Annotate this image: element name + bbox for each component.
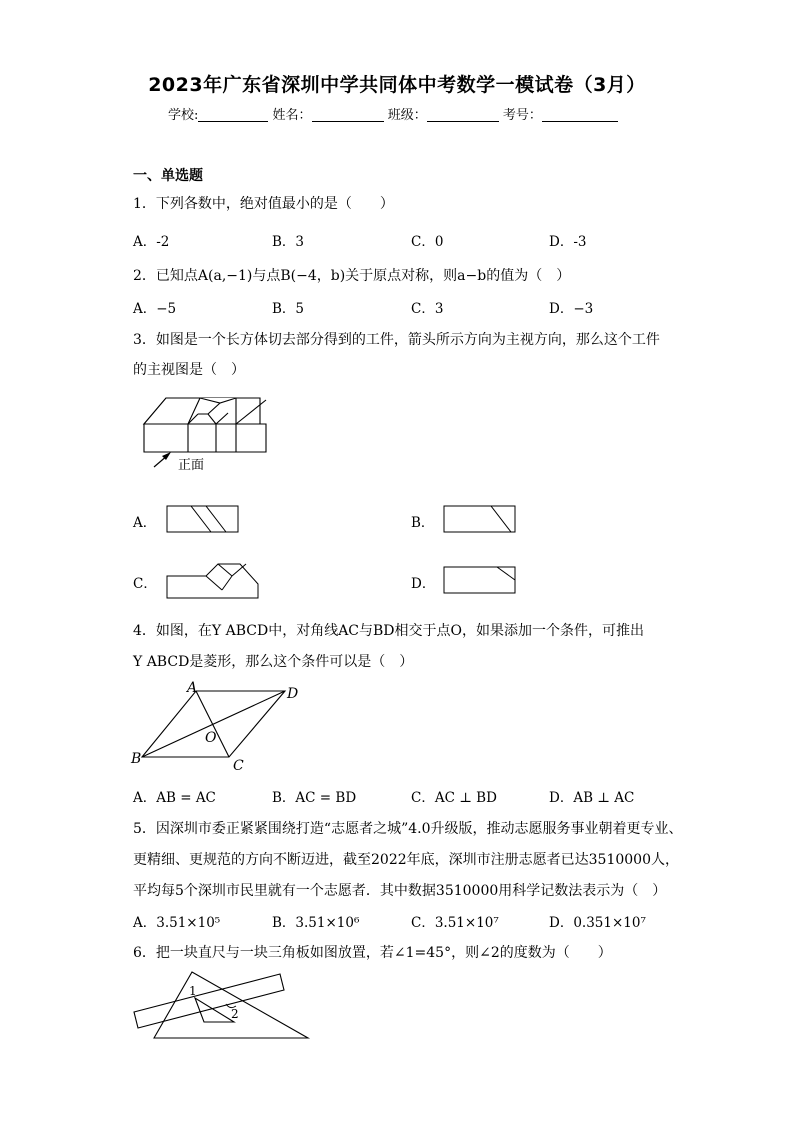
q4-option-c[interactable]: C．AC ⊥ BD	[411, 790, 497, 806]
question-3-stem-line2: 的主视图是（ ）	[133, 362, 245, 378]
school-label: 学校:	[168, 108, 199, 123]
q4-parallelogram-figure	[130, 678, 310, 778]
q4-label-o: O	[205, 730, 217, 746]
q6-angle-2-label: 2	[231, 1007, 239, 1021]
q3-option-c-figure[interactable]	[166, 560, 260, 600]
question-5-stem-line3: 平均每5个深圳市民里就有一个志愿者．其中数据3510000用科学记数法表示为（ ）	[133, 883, 667, 899]
q4-label-a: A	[187, 680, 198, 696]
q3-option-d-figure[interactable]	[443, 566, 517, 594]
question-2-stem: 2．已知点A(a,−1)与点B(−4，b)关于原点对称，则a−b的值为（ ）	[133, 268, 571, 284]
q3-option-a-figure[interactable]	[166, 505, 240, 533]
question-4-stem-line1: 4．如图，在Y ABCD中，对角线AC与BD相交于点O，如果添加一个条件，可推出	[133, 623, 645, 639]
question-6-stem: 6．把一块直尺与一块三角板如图放置，若∠1=45°，则∠2的度数为（ ）	[133, 945, 612, 961]
number-blank[interactable]	[542, 107, 618, 122]
question-4-stem-line2: Y ABCD是菱形，那么这个条件可以是（ ）	[133, 654, 414, 670]
question-5-stem-line2: 更精细、更规范的方向不断迈进，截至2022年底，深圳市注册志愿者已达3510000人，	[133, 852, 679, 868]
q6-angle-1-label: 1	[189, 984, 197, 998]
q3-front-label: 正面	[178, 458, 205, 473]
name-label: 姓名：	[272, 108, 312, 123]
q1-option-d[interactable]: D．-3	[549, 234, 587, 250]
q4-label-b: B	[131, 751, 142, 767]
q3-option-a[interactable]: A．	[133, 515, 157, 531]
page-title: 2023年广东省深圳中学共同体中考数学一模试卷（3月）	[148, 74, 646, 96]
q4-option-a[interactable]: A．AB = AC	[133, 790, 216, 806]
q2-option-b[interactable]: B．5	[272, 301, 305, 317]
number-label: 考号：	[502, 108, 542, 123]
class-blank[interactable]	[427, 107, 499, 122]
q5-option-a[interactable]: A．3.51×10⁵	[133, 915, 221, 931]
q5-option-d[interactable]: D．0.351×10⁷	[549, 915, 646, 931]
q1-option-b[interactable]: B．3	[272, 234, 305, 250]
q4-option-b[interactable]: B．AC = BD	[272, 790, 357, 806]
q3-workpiece-figure	[140, 395, 270, 475]
name-blank[interactable]	[312, 107, 384, 122]
student-info-row	[168, 104, 618, 123]
q2-option-a[interactable]: A．−5	[133, 301, 177, 317]
section-title: 一、单选题	[133, 168, 203, 184]
question-1-stem: 1．下列各数中，绝对值最小的是（ ）	[133, 196, 394, 212]
q4-option-d[interactable]: D．AB ⊥ AC	[549, 790, 635, 806]
q1-option-c[interactable]: C．0	[411, 234, 444, 250]
q4-label-d: D	[287, 686, 299, 702]
q3-option-b-figure[interactable]	[443, 505, 517, 533]
class-label: 班级：	[387, 108, 427, 123]
question-3-stem-line1: 3．如图是一个长方体切去部分得到的工件，箭头所示方向为主视方向，那么这个工件	[133, 332, 660, 348]
q1-option-a[interactable]: A．-2	[133, 234, 170, 250]
q2-option-c[interactable]: C．3	[411, 301, 444, 317]
q3-option-b[interactable]: B．	[411, 515, 435, 531]
q5-option-b[interactable]: B．3.51×10⁶	[272, 915, 360, 931]
q3-option-c[interactable]: C．	[133, 576, 157, 592]
school-blank[interactable]	[198, 107, 268, 122]
q2-option-d[interactable]: D．−3	[549, 301, 594, 317]
q6-ruler-triangle-figure	[130, 970, 310, 1045]
q3-option-d[interactable]: D．	[411, 576, 436, 592]
question-5-stem-line1: 5．因深圳市委正紧紧围绕打造“志愿者之城”4.0升级版，推动志愿服务事业朝着更专业、	[133, 821, 683, 837]
q5-option-c[interactable]: C．3.51×10⁷	[411, 915, 499, 931]
q4-label-c: C	[233, 758, 244, 774]
